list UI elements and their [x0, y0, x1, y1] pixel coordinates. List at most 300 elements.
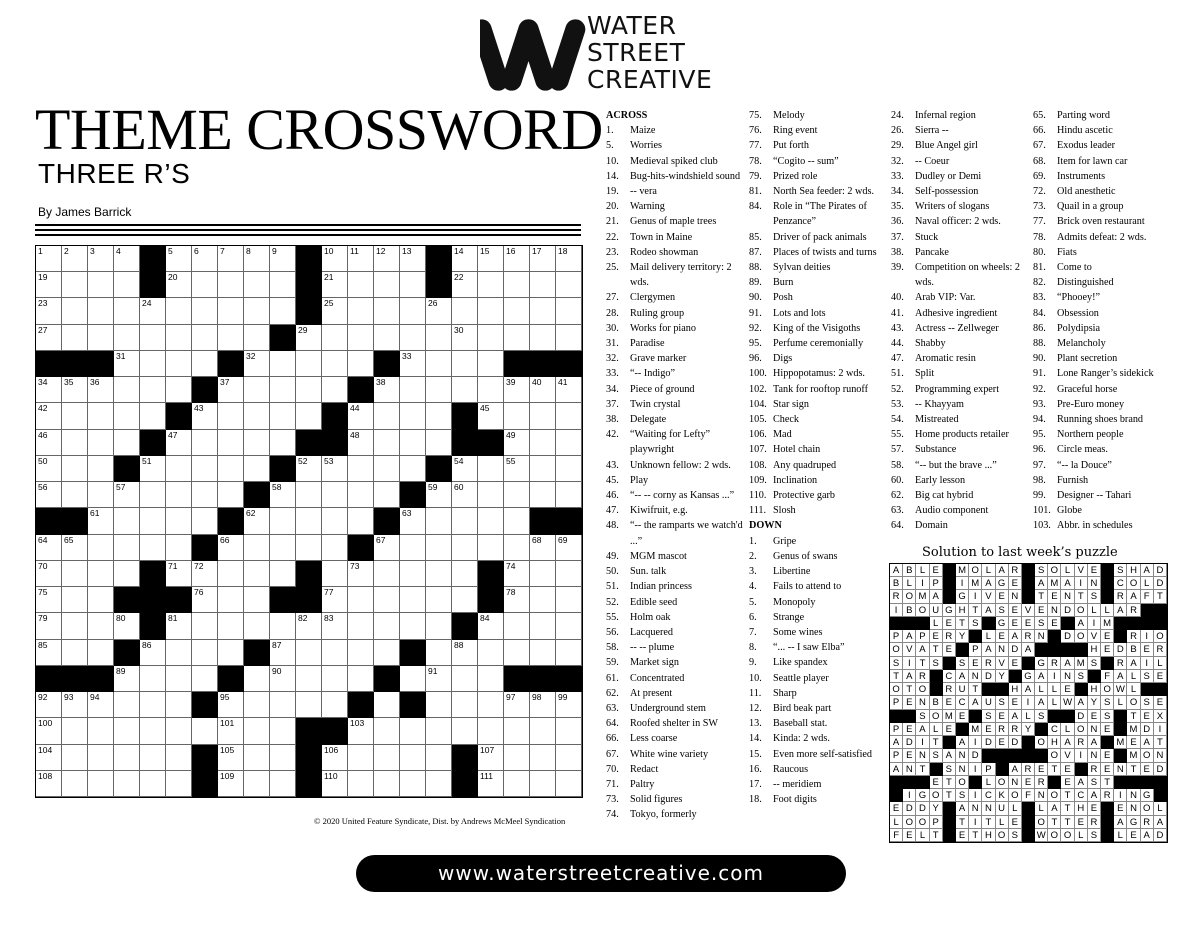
grid-cell[interactable]: [504, 246, 530, 272]
grid-cell[interactable]: [88, 771, 114, 797]
grid-cell[interactable]: [400, 430, 426, 456]
grid-cell[interactable]: [296, 482, 322, 508]
grid-cell[interactable]: [114, 403, 140, 429]
grid-cell[interactable]: [140, 508, 166, 534]
grid-cell[interactable]: [166, 456, 192, 482]
grid-cell[interactable]: [504, 745, 530, 771]
grid-cell[interactable]: [348, 351, 374, 377]
grid-cell[interactable]: [400, 535, 426, 561]
grid-cell[interactable]: [218, 325, 244, 351]
grid-cell[interactable]: [478, 640, 504, 666]
grid-cell[interactable]: [166, 430, 192, 456]
grid-cell[interactable]: [400, 456, 426, 482]
grid-cell[interactable]: [192, 430, 218, 456]
grid-cell[interactable]: [244, 430, 270, 456]
grid-cell[interactable]: [504, 508, 530, 534]
grid-cell[interactable]: [244, 298, 270, 324]
grid-cell[interactable]: [62, 482, 88, 508]
grid-cell[interactable]: [270, 745, 296, 771]
grid-cell[interactable]: [36, 325, 62, 351]
grid-cell[interactable]: [244, 246, 270, 272]
grid-cell[interactable]: [348, 325, 374, 351]
grid-cell[interactable]: [348, 561, 374, 587]
grid-cell[interactable]: [374, 377, 400, 403]
grid-cell[interactable]: [218, 403, 244, 429]
grid-cell[interactable]: [374, 430, 400, 456]
grid-cell[interactable]: [270, 298, 296, 324]
grid-cell[interactable]: [140, 718, 166, 744]
grid-cell[interactable]: [478, 377, 504, 403]
grid-cell[interactable]: [322, 771, 348, 797]
grid-cell[interactable]: [348, 430, 374, 456]
grid-cell[interactable]: [114, 561, 140, 587]
grid-cell[interactable]: [296, 456, 322, 482]
grid-cell[interactable]: [36, 692, 62, 718]
grid-cell[interactable]: [114, 718, 140, 744]
grid-cell[interactable]: [192, 666, 218, 692]
grid-cell[interactable]: [88, 587, 114, 613]
grid-cell[interactable]: [348, 771, 374, 797]
grid-cell[interactable]: [192, 482, 218, 508]
grid-cell[interactable]: [530, 482, 556, 508]
grid-cell[interactable]: [400, 771, 426, 797]
grid-cell[interactable]: [62, 718, 88, 744]
grid-cell[interactable]: [400, 272, 426, 298]
grid-cell[interactable]: [244, 456, 270, 482]
grid-cell[interactable]: [400, 666, 426, 692]
grid-cell[interactable]: [192, 298, 218, 324]
grid-cell[interactable]: [166, 718, 192, 744]
grid-cell[interactable]: [114, 613, 140, 639]
grid-cell[interactable]: [374, 403, 400, 429]
grid-cell[interactable]: [348, 640, 374, 666]
grid-cell[interactable]: [478, 246, 504, 272]
grid-cell[interactable]: [36, 613, 62, 639]
grid-cell[interactable]: [36, 718, 62, 744]
grid-cell[interactable]: [556, 587, 582, 613]
grid-cell[interactable]: [400, 613, 426, 639]
grid-cell[interactable]: [270, 272, 296, 298]
grid-cell[interactable]: [88, 535, 114, 561]
grid-cell[interactable]: [374, 587, 400, 613]
grid-cell[interactable]: [114, 508, 140, 534]
grid-cell[interactable]: [374, 718, 400, 744]
grid-cell[interactable]: [36, 482, 62, 508]
grid-cell[interactable]: [62, 272, 88, 298]
grid-cell[interactable]: [426, 587, 452, 613]
grid-cell[interactable]: [140, 325, 166, 351]
grid-cell[interactable]: [192, 351, 218, 377]
grid-cell[interactable]: [322, 692, 348, 718]
grid-cell[interactable]: [530, 325, 556, 351]
grid-cell[interactable]: [62, 430, 88, 456]
grid-cell[interactable]: [114, 272, 140, 298]
grid-cell[interactable]: [504, 456, 530, 482]
grid-cell[interactable]: [36, 430, 62, 456]
grid-cell[interactable]: [62, 403, 88, 429]
grid-cell[interactable]: [556, 771, 582, 797]
grid-cell[interactable]: [62, 456, 88, 482]
grid-cell[interactable]: [192, 718, 218, 744]
grid-cell[interactable]: [530, 298, 556, 324]
grid-cell[interactable]: [400, 377, 426, 403]
grid-cell[interactable]: [88, 456, 114, 482]
grid-cell[interactable]: [556, 246, 582, 272]
grid-cell[interactable]: [166, 351, 192, 377]
grid-cell[interactable]: [400, 587, 426, 613]
grid-cell[interactable]: [244, 403, 270, 429]
website-url[interactable]: www.waterstreetcreative.com: [356, 855, 846, 892]
grid-cell[interactable]: [88, 272, 114, 298]
grid-cell[interactable]: [114, 692, 140, 718]
grid-cell[interactable]: [140, 745, 166, 771]
grid-cell[interactable]: [244, 666, 270, 692]
grid-cell[interactable]: [296, 325, 322, 351]
grid-cell[interactable]: [452, 718, 478, 744]
grid-cell[interactable]: [530, 246, 556, 272]
grid-cell[interactable]: [400, 745, 426, 771]
grid-cell[interactable]: [478, 351, 504, 377]
grid-cell[interactable]: [296, 640, 322, 666]
grid-cell[interactable]: [322, 377, 348, 403]
grid-cell[interactable]: [400, 561, 426, 587]
grid-cell[interactable]: [88, 298, 114, 324]
grid-cell[interactable]: [62, 298, 88, 324]
grid-cell[interactable]: [426, 745, 452, 771]
grid-cell[interactable]: [400, 325, 426, 351]
grid-cell[interactable]: [374, 482, 400, 508]
grid-cell[interactable]: [88, 482, 114, 508]
grid-cell[interactable]: [322, 640, 348, 666]
grid-cell[interactable]: [556, 377, 582, 403]
grid-cell[interactable]: [426, 351, 452, 377]
grid-cell[interactable]: [36, 561, 62, 587]
grid-cell[interactable]: [374, 745, 400, 771]
grid-cell[interactable]: [504, 403, 530, 429]
grid-cell[interactable]: [322, 482, 348, 508]
grid-cell[interactable]: [140, 482, 166, 508]
grid-cell[interactable]: [62, 246, 88, 272]
grid-cell[interactable]: [114, 377, 140, 403]
grid-cell[interactable]: [452, 587, 478, 613]
grid-cell[interactable]: [218, 771, 244, 797]
grid-cell[interactable]: [530, 272, 556, 298]
grid-cell[interactable]: [348, 482, 374, 508]
grid-cell[interactable]: [478, 298, 504, 324]
grid-cell[interactable]: [374, 535, 400, 561]
grid-cell[interactable]: [556, 403, 582, 429]
grid-cell[interactable]: [296, 613, 322, 639]
grid-cell[interactable]: [530, 587, 556, 613]
grid-cell[interactable]: [62, 377, 88, 403]
grid-cell[interactable]: [322, 508, 348, 534]
grid-cell[interactable]: [114, 771, 140, 797]
grid-cell[interactable]: [166, 535, 192, 561]
grid-cell[interactable]: [114, 325, 140, 351]
grid-cell[interactable]: [478, 403, 504, 429]
grid-cell[interactable]: [374, 272, 400, 298]
grid-cell[interactable]: [218, 561, 244, 587]
grid-cell[interactable]: [504, 640, 530, 666]
grid-cell[interactable]: [426, 508, 452, 534]
grid-cell[interactable]: [218, 745, 244, 771]
grid-cell[interactable]: [88, 561, 114, 587]
grid-cell[interactable]: [88, 718, 114, 744]
grid-cell[interactable]: [88, 325, 114, 351]
grid-cell[interactable]: [166, 561, 192, 587]
grid-cell[interactable]: [374, 456, 400, 482]
grid-cell[interactable]: [400, 718, 426, 744]
grid-cell[interactable]: [348, 613, 374, 639]
grid-cell[interactable]: [270, 508, 296, 534]
grid-cell[interactable]: [504, 535, 530, 561]
grid-cell[interactable]: [62, 613, 88, 639]
grid-cell[interactable]: [166, 692, 192, 718]
grid-cell[interactable]: [192, 508, 218, 534]
grid-cell[interactable]: [374, 325, 400, 351]
grid-cell[interactable]: [166, 482, 192, 508]
grid-cell[interactable]: [270, 771, 296, 797]
grid-cell[interactable]: [426, 771, 452, 797]
grid-cell[interactable]: [452, 377, 478, 403]
grid-cell[interactable]: [296, 692, 322, 718]
grid-cell[interactable]: [348, 508, 374, 534]
grid-cell[interactable]: [322, 561, 348, 587]
grid-cell[interactable]: [322, 587, 348, 613]
grid-cell[interactable]: [400, 298, 426, 324]
grid-cell[interactable]: [478, 718, 504, 744]
grid-cell[interactable]: [530, 377, 556, 403]
grid-cell[interactable]: [62, 325, 88, 351]
grid-cell[interactable]: [556, 272, 582, 298]
grid-cell[interactable]: [140, 666, 166, 692]
grid-cell[interactable]: [166, 246, 192, 272]
grid-cell[interactable]: [140, 535, 166, 561]
grid-cell[interactable]: [270, 430, 296, 456]
grid-cell[interactable]: [348, 456, 374, 482]
grid-cell[interactable]: [140, 298, 166, 324]
grid-cell[interactable]: [452, 246, 478, 272]
grid-cell[interactable]: [530, 745, 556, 771]
grid-cell[interactable]: [192, 403, 218, 429]
grid-cell[interactable]: [218, 272, 244, 298]
grid-cell[interactable]: [244, 613, 270, 639]
grid-cell[interactable]: [478, 482, 504, 508]
grid-cell[interactable]: [62, 561, 88, 587]
grid-cell[interactable]: [192, 325, 218, 351]
grid-cell[interactable]: [244, 771, 270, 797]
grid-cell[interactable]: [348, 718, 374, 744]
grid-cell[interactable]: [192, 272, 218, 298]
grid-cell[interactable]: [166, 771, 192, 797]
grid-cell[interactable]: [270, 640, 296, 666]
grid-cell[interactable]: [36, 456, 62, 482]
grid-cell[interactable]: [452, 640, 478, 666]
grid-cell[interactable]: [166, 325, 192, 351]
grid-cell[interactable]: [348, 666, 374, 692]
grid-cell[interactable]: [244, 718, 270, 744]
grid-cell[interactable]: [530, 613, 556, 639]
grid-cell[interactable]: [478, 771, 504, 797]
grid-cell[interactable]: [166, 745, 192, 771]
grid-cell[interactable]: [478, 745, 504, 771]
grid-cell[interactable]: [426, 640, 452, 666]
grid-cell[interactable]: [114, 666, 140, 692]
grid-cell[interactable]: [192, 640, 218, 666]
grid-cell[interactable]: [452, 482, 478, 508]
grid-cell[interactable]: [244, 377, 270, 403]
grid-cell[interactable]: [88, 613, 114, 639]
grid-cell[interactable]: [270, 561, 296, 587]
grid-cell[interactable]: [556, 298, 582, 324]
grid-cell[interactable]: [166, 298, 192, 324]
grid-cell[interactable]: [530, 535, 556, 561]
grid-cell[interactable]: [192, 561, 218, 587]
grid-cell[interactable]: [218, 613, 244, 639]
grid-cell[interactable]: [504, 718, 530, 744]
grid-cell[interactable]: [426, 325, 452, 351]
grid-cell[interactable]: [322, 535, 348, 561]
grid-cell[interactable]: [426, 666, 452, 692]
grid-cell[interactable]: [114, 351, 140, 377]
grid-cell[interactable]: [244, 692, 270, 718]
grid-cell[interactable]: [88, 692, 114, 718]
grid-cell[interactable]: [270, 246, 296, 272]
grid-cell[interactable]: [36, 377, 62, 403]
grid-cell[interactable]: [244, 272, 270, 298]
grid-cell[interactable]: [452, 325, 478, 351]
grid-cell[interactable]: [88, 508, 114, 534]
grid-cell[interactable]: [88, 745, 114, 771]
grid-cell[interactable]: [530, 718, 556, 744]
grid-cell[interactable]: [322, 666, 348, 692]
grid-cell[interactable]: [140, 403, 166, 429]
grid-cell[interactable]: [88, 430, 114, 456]
grid-cell[interactable]: [426, 482, 452, 508]
grid-cell[interactable]: [452, 508, 478, 534]
grid-cell[interactable]: [426, 613, 452, 639]
grid-cell[interactable]: [478, 666, 504, 692]
grid-cell[interactable]: [322, 298, 348, 324]
grid-cell[interactable]: [478, 508, 504, 534]
grid-cell[interactable]: [400, 403, 426, 429]
grid-cell[interactable]: [452, 272, 478, 298]
grid-cell[interactable]: [426, 298, 452, 324]
grid-cell[interactable]: [140, 456, 166, 482]
grid-cell[interactable]: [374, 771, 400, 797]
grid-cell[interactable]: [296, 508, 322, 534]
grid-cell[interactable]: [556, 640, 582, 666]
grid-cell[interactable]: [452, 561, 478, 587]
grid-cell[interactable]: [530, 456, 556, 482]
grid-cell[interactable]: [296, 666, 322, 692]
grid-cell[interactable]: [322, 325, 348, 351]
grid-cell[interactable]: [530, 403, 556, 429]
grid-cell[interactable]: [192, 456, 218, 482]
grid-cell[interactable]: [244, 561, 270, 587]
grid-cell[interactable]: [504, 377, 530, 403]
grid-cell[interactable]: [244, 508, 270, 534]
grid-cell[interactable]: [556, 718, 582, 744]
grid-cell[interactable]: [218, 298, 244, 324]
grid-cell[interactable]: [270, 718, 296, 744]
grid-cell[interactable]: [244, 535, 270, 561]
grid-cell[interactable]: [504, 272, 530, 298]
grid-cell[interactable]: [400, 351, 426, 377]
grid-cell[interactable]: [36, 246, 62, 272]
grid-cell[interactable]: [452, 456, 478, 482]
grid-cell[interactable]: [140, 771, 166, 797]
grid-cell[interactable]: [322, 246, 348, 272]
grid-cell[interactable]: [192, 613, 218, 639]
grid-cell[interactable]: [218, 535, 244, 561]
grid-cell[interactable]: [452, 535, 478, 561]
grid-cell[interactable]: [556, 456, 582, 482]
grid-cell[interactable]: [218, 692, 244, 718]
grid-cell[interactable]: [556, 482, 582, 508]
grid-cell[interactable]: [88, 246, 114, 272]
grid-cell[interactable]: [218, 640, 244, 666]
grid-cell[interactable]: [36, 587, 62, 613]
grid-cell[interactable]: [296, 403, 322, 429]
grid-cell[interactable]: [348, 246, 374, 272]
grid-cell[interactable]: [36, 298, 62, 324]
grid-cell[interactable]: [166, 377, 192, 403]
grid-cell[interactable]: [140, 692, 166, 718]
grid-cell[interactable]: [400, 246, 426, 272]
grid-cell[interactable]: [36, 640, 62, 666]
grid-cell[interactable]: [36, 771, 62, 797]
grid-cell[interactable]: [270, 482, 296, 508]
grid-cell[interactable]: [244, 325, 270, 351]
grid-cell[interactable]: [374, 692, 400, 718]
grid-cell[interactable]: [426, 535, 452, 561]
grid-cell[interactable]: [166, 272, 192, 298]
grid-cell[interactable]: [478, 456, 504, 482]
grid-cell[interactable]: [270, 403, 296, 429]
grid-cell[interactable]: [556, 692, 582, 718]
grid-cell[interactable]: [114, 246, 140, 272]
grid-cell[interactable]: [270, 535, 296, 561]
grid-cell[interactable]: [478, 272, 504, 298]
grid-cell[interactable]: [322, 272, 348, 298]
grid-cell[interactable]: [62, 587, 88, 613]
grid-cell[interactable]: [244, 351, 270, 377]
grid-cell[interactable]: [478, 535, 504, 561]
grid-cell[interactable]: [348, 403, 374, 429]
grid-cell[interactable]: [244, 745, 270, 771]
grid-cell[interactable]: [62, 535, 88, 561]
grid-cell[interactable]: [36, 745, 62, 771]
grid-cell[interactable]: [88, 377, 114, 403]
grid-cell[interactable]: [530, 771, 556, 797]
grid-cell[interactable]: [192, 246, 218, 272]
grid-cell[interactable]: [348, 272, 374, 298]
grid-cell[interactable]: [244, 587, 270, 613]
grid-cell[interactable]: [114, 298, 140, 324]
grid-cell[interactable]: [374, 640, 400, 666]
grid-cell[interactable]: [296, 351, 322, 377]
grid-cell[interactable]: [270, 666, 296, 692]
grid-cell[interactable]: [530, 561, 556, 587]
grid-cell[interactable]: [62, 640, 88, 666]
grid-cell[interactable]: [270, 692, 296, 718]
grid-cell[interactable]: [348, 745, 374, 771]
grid-cell[interactable]: [218, 377, 244, 403]
grid-cell[interactable]: [452, 351, 478, 377]
grid-cell[interactable]: [374, 613, 400, 639]
grid-cell[interactable]: [270, 377, 296, 403]
